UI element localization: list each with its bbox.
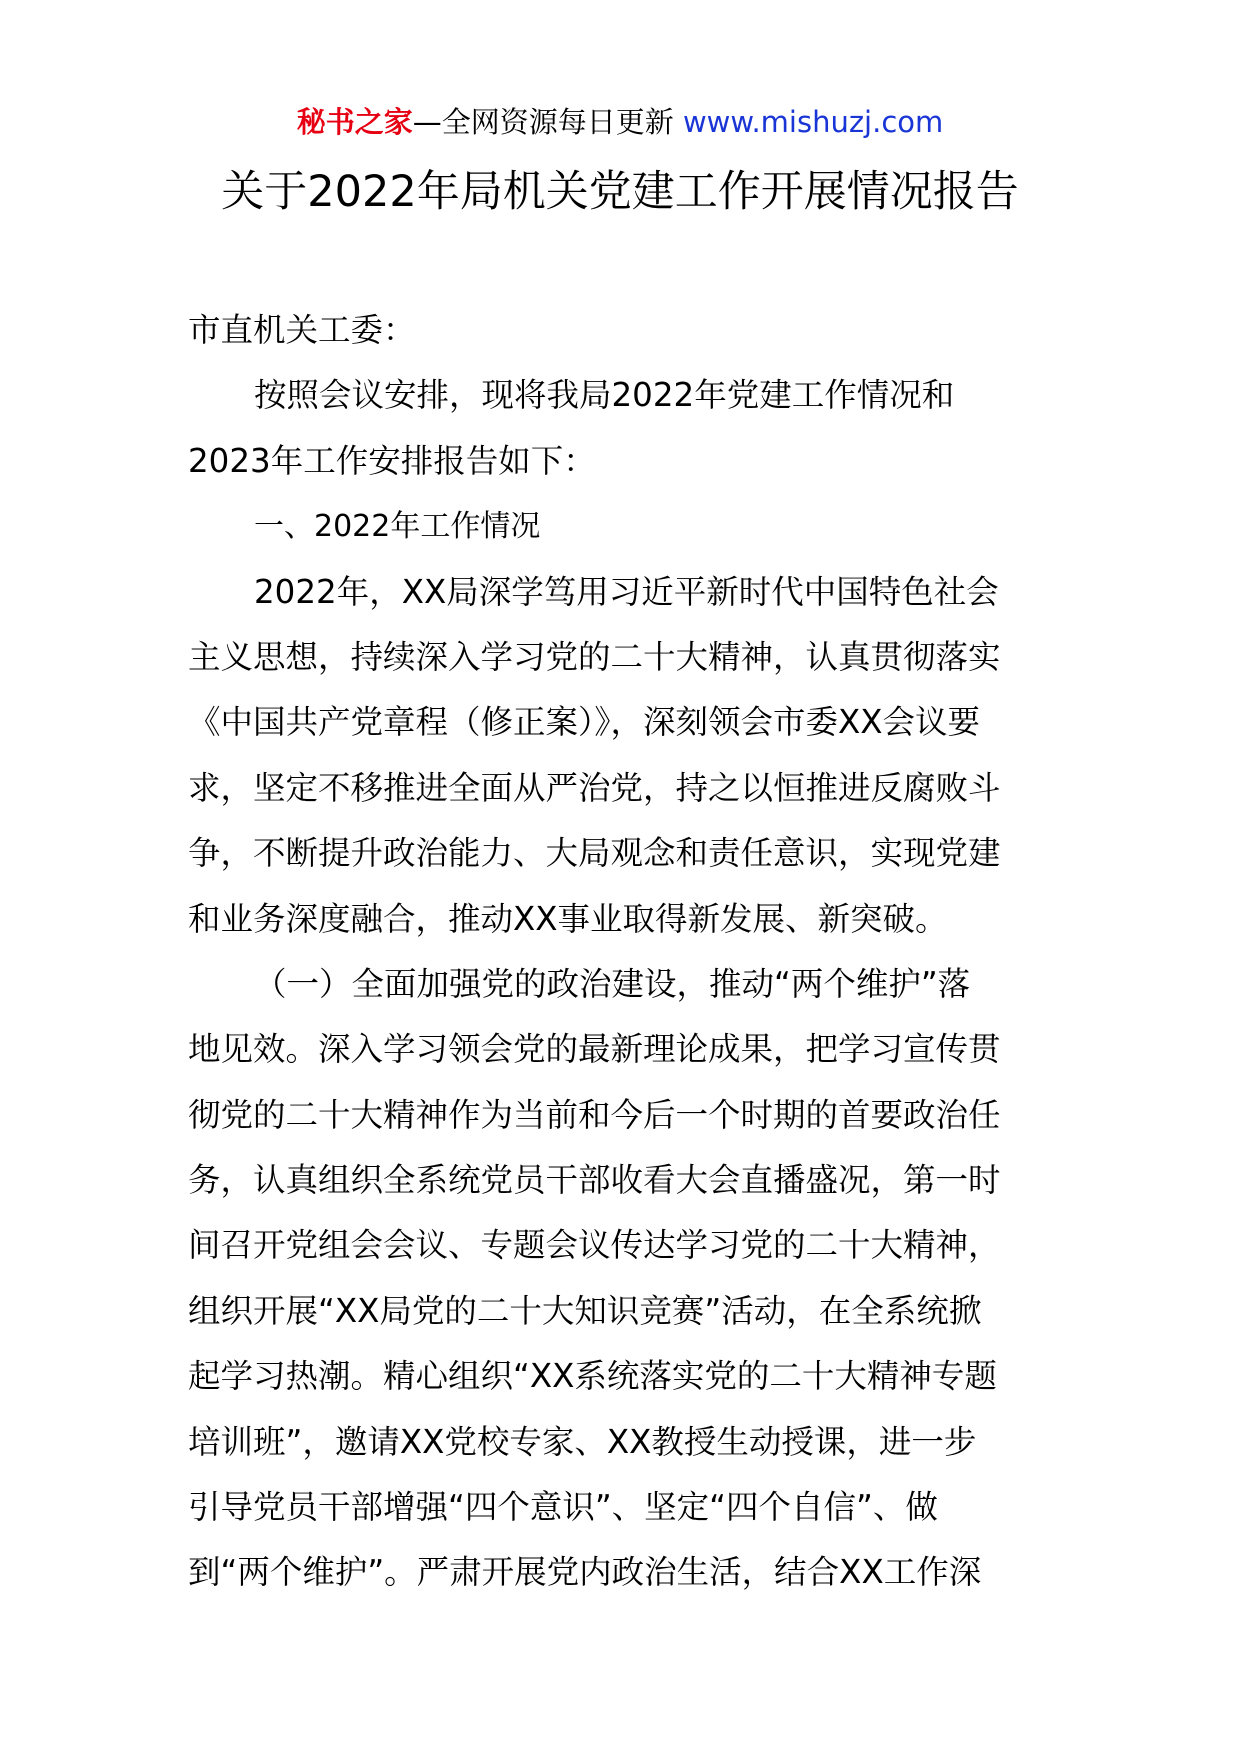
body-line: 彻党的二十大精神作为当前和今后一个时期的首要政治任	[188, 1095, 1001, 1134]
body-line: 按照会议安排，现将我局2022年党建工作情况和	[254, 376, 955, 415]
body-line: 和业务深度融合，推动XX事业取得新发展、新突破。	[188, 899, 948, 938]
site-header	[0, 102, 1240, 142]
body-line: 起学习热潮。精心组织“XX系统落实党的二十大精神专题	[188, 1357, 997, 1396]
document-body	[188, 298, 1054, 1606]
body-line: 培训班”，邀请XX党校专家、XX教授生动授课，进一步	[188, 1422, 977, 1461]
body-line: 求，坚定不移推进全面从严治党，持之以恒推进反腐败斗	[188, 768, 1001, 807]
body-line: 地见效。深入学习领会党的最新理论成果，把学习宣传贯	[188, 1030, 1001, 1069]
body-line: 到“两个维护”。严肃开展党内政治生活，结合XX工作深	[188, 1553, 982, 1592]
addressee-line: 市直机关工委：	[188, 311, 416, 349]
header-slogan: —全网资源每日更新	[412, 105, 674, 139]
brand-name: 秘书之家	[296, 105, 413, 139]
site-url[interactable]: www.mishuzj.com	[682, 105, 944, 139]
body-line: 务，认真组织全系统党员干部收看大会直播盛况，第一时	[188, 1161, 1001, 1200]
body-line: （一）全面加强党的政治建设，推动“两个维护”落	[254, 964, 971, 1003]
body-line: 组织开展“XX局党的二十大知识竞赛”活动，在全系统掀	[188, 1291, 982, 1330]
body-line: 间召开党组会会议、专题会议传达学习党的二十大精神，	[188, 1226, 1001, 1265]
body-line: 2023年工作安排报告如下：	[188, 441, 596, 480]
body-line: 2022年，XX局深学笃用习近平新时代中国特色社会	[254, 572, 999, 611]
body-line: 主义思想，持续深入学习党的二十大精神，认真贯彻落实	[188, 637, 1001, 676]
document-title: 关于2022年局机关党建工作开展情况报告	[221, 167, 1019, 217]
section-heading: 一、2022年工作情况	[254, 509, 541, 545]
body-line: 《中国共产党章程（修正案）》，深刻领会市委XX会议要	[188, 703, 981, 742]
body-line: 争，不断提升政治能力、大局观念和责任意识，实现党建	[188, 834, 1001, 873]
body-line: 引导党员干部增强“四个意识”、坚定“四个自信”、做	[188, 1488, 938, 1527]
